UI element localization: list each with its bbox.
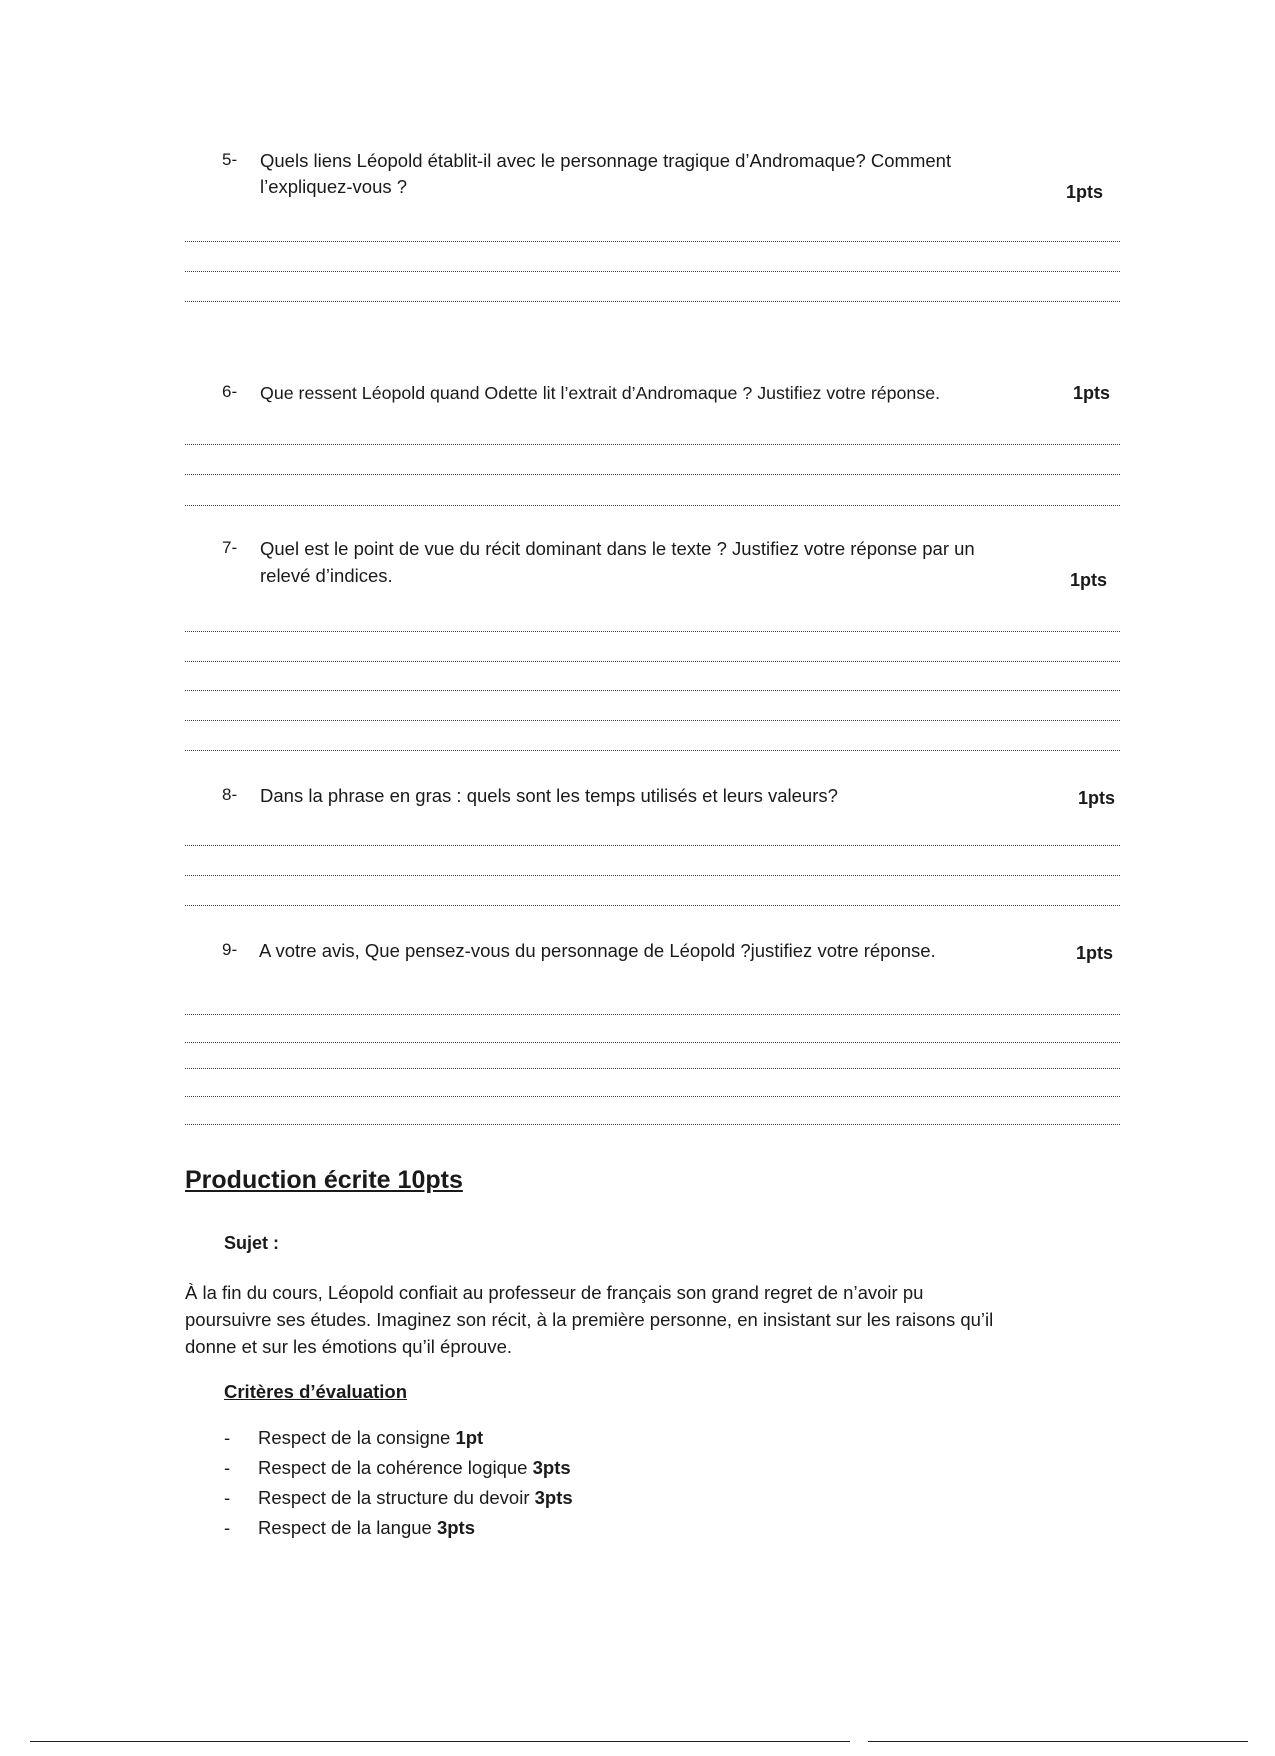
answer-line[interactable]: [185, 690, 1120, 691]
question-7-number: 7-: [222, 538, 238, 557]
answer-line[interactable]: [185, 845, 1120, 846]
answer-line[interactable]: [185, 271, 1120, 272]
answer-line[interactable]: [185, 1068, 1120, 1069]
criteria-item: [224, 1457, 571, 1479]
answer-line[interactable]: [185, 1096, 1120, 1097]
answer-line[interactable]: [185, 750, 1120, 751]
answer-line[interactable]: [185, 474, 1120, 475]
question-5-text-line2: l’expliquez-vous ?: [260, 176, 408, 197]
page-bottom-rule: [868, 1741, 1248, 1742]
question-8-number: 8-: [222, 785, 238, 804]
question-9-points: 1pts: [1076, 943, 1114, 963]
criteria-points: 3pts: [436, 1517, 476, 1538]
criteria-item: [224, 1517, 476, 1539]
answer-line[interactable]: [185, 875, 1120, 876]
page-bottom-rule: [30, 1741, 850, 1742]
question-6-text: Que ressent Léopold quand Odette lit l’extrait d’Andromaque ? Justifiez votre réponse.: [260, 383, 941, 403]
question-8-text: Dans la phrase en gras : quels sont les temps utilisés et leurs valeurs?: [260, 785, 838, 806]
question-9-text: A votre avis, Que pensez-vous du personnage de Léopold ?justifiez votre réponse.: [259, 940, 936, 961]
answer-line[interactable]: [185, 444, 1120, 445]
question-9-number: 9-: [222, 940, 238, 959]
criteria-label: Respect de la cohérence logique: [258, 1457, 533, 1478]
criteria-item: [224, 1427, 484, 1449]
answer-line[interactable]: [185, 1124, 1120, 1125]
answer-line[interactable]: [185, 505, 1120, 506]
answer-line[interactable]: [185, 905, 1120, 906]
subject-line: À la fin du cours, Léopold confiait au professeur de français son grand regret de n’avoir pu: [185, 1282, 924, 1303]
criteria-label: Respect de la structure du devoir: [258, 1487, 535, 1508]
question-7-points: 1pts: [1070, 570, 1108, 590]
criteria-item: [224, 1487, 573, 1509]
answer-line[interactable]: [185, 720, 1120, 721]
question-6-number: 6-: [222, 382, 238, 401]
question-5-text-line1: Quels liens Léopold établit-il avec le personnage tragique d’Andromaque? Comment: [260, 150, 952, 171]
answer-line[interactable]: [185, 301, 1120, 302]
subject-line: poursuivre ses études. Imaginez son récit, à la première personne, en insistant sur les raisons qu’il: [185, 1309, 994, 1330]
subject-line: donne et sur les émotions qu’il éprouve.: [185, 1336, 513, 1357]
question-5-points: 1pts: [1066, 182, 1104, 202]
production-heading: Production écrite 10pts: [185, 1166, 463, 1194]
answer-line[interactable]: [185, 661, 1120, 662]
question-6-points: 1pts: [1073, 383, 1111, 403]
subject-label: Sujet :: [224, 1233, 280, 1253]
criteria-bullet: -: [224, 1457, 231, 1478]
criteria-bullet: -: [224, 1427, 231, 1448]
criteria-bullet: -: [224, 1517, 231, 1538]
criteria-points: 3pts: [532, 1457, 571, 1478]
question-8-points: 1pts: [1078, 788, 1116, 808]
criteria-label: Respect de la langue: [258, 1517, 437, 1538]
question-5-number: 5-: [222, 150, 238, 169]
question-7-text-line1: Quel est le point de vue du récit dominant dans le texte ? Justifiez votre réponse par un: [260, 538, 975, 559]
question-7-text-line2: relevé d’indices.: [260, 565, 393, 586]
answer-line[interactable]: [185, 631, 1120, 632]
answer-line[interactable]: [185, 1042, 1120, 1043]
answer-line[interactable]: [185, 241, 1120, 242]
criteria-label: Respect de la consigne: [258, 1427, 456, 1448]
answer-line[interactable]: [185, 1014, 1120, 1015]
criteria-title: Critères d’évaluation: [224, 1381, 408, 1402]
criteria-bullet: -: [224, 1487, 231, 1508]
criteria-points: 3pts: [534, 1487, 573, 1508]
criteria-points: 1pt: [455, 1427, 484, 1448]
